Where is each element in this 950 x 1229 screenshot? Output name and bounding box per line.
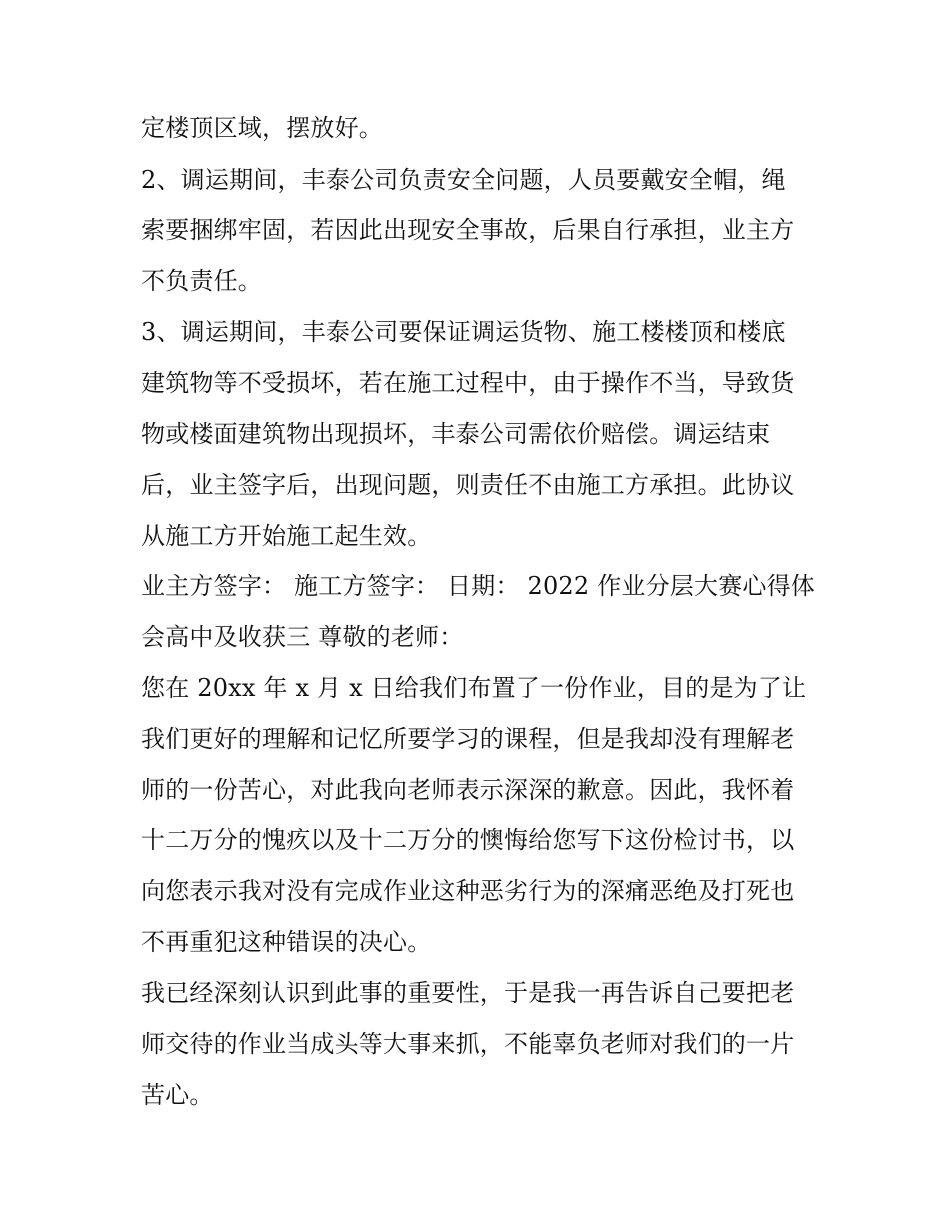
text-line: 我已经深刻认识到此事的重要性，于是我一再告诉自己要把老 (141, 979, 795, 1007)
text-line: 您在 20xx 年 x 月 x 日给我们布置了一份作业，目的是为了让 (141, 674, 807, 702)
text-line: 十二万分的愧疚以及十二万分的懊悔给您写下这份检讨书，以 (141, 826, 795, 854)
text-line: 2、调运期间，丰泰公司负责安全问题，人员要戴安全帽，绳 (141, 166, 786, 194)
text-line: 师交待的作业当成头等大事来抓，不能辜负老师对我们的一片 (141, 1030, 795, 1058)
text-line: 向您表示我对没有完成作业这种恶劣行为的深痛恶绝及打死也 (141, 877, 795, 905)
text-line: 从施工方开始施工起生效。 (141, 522, 432, 550)
text-line: 师的一份苦心，对此我向老师表示深深的歉意。因此，我怀着 (141, 776, 795, 804)
text-line: 我们更好的理解和记忆所要学习的课程，但是我却没有理解老 (141, 725, 795, 753)
text-line: 物或楼面建筑物出现损坏，丰泰公司需依价赔偿。调运结束 (141, 420, 771, 448)
text-line: 建筑物等不受损坏，若在施工过程中，由于操作不当，导致货 (141, 369, 795, 397)
text-line: 定楼顶区域，摆放好。 (141, 114, 383, 142)
text-line: 不再重犯这种错误的决心。 (141, 928, 432, 956)
text-line: 会高中及收获三 尊敬的老师： (141, 623, 464, 651)
text-line: 苦心。 (141, 1081, 214, 1109)
text-line: 业主方签字： 施工方签字： 日期： 2022 作业分层大赛心得体 (141, 572, 815, 600)
text-line: 不负责任。 (141, 267, 262, 295)
text-line: 3、调运期间，丰泰公司要保证调运货物、施工楼楼顶和楼底 (141, 318, 786, 346)
text-line: 索要捆绑牢固，若因此出现安全事故，后果自行承担，业主方 (141, 216, 795, 244)
text-line: 后，业主签字后，出现问题，则责任不由施工方承担。此协议 (141, 471, 795, 499)
